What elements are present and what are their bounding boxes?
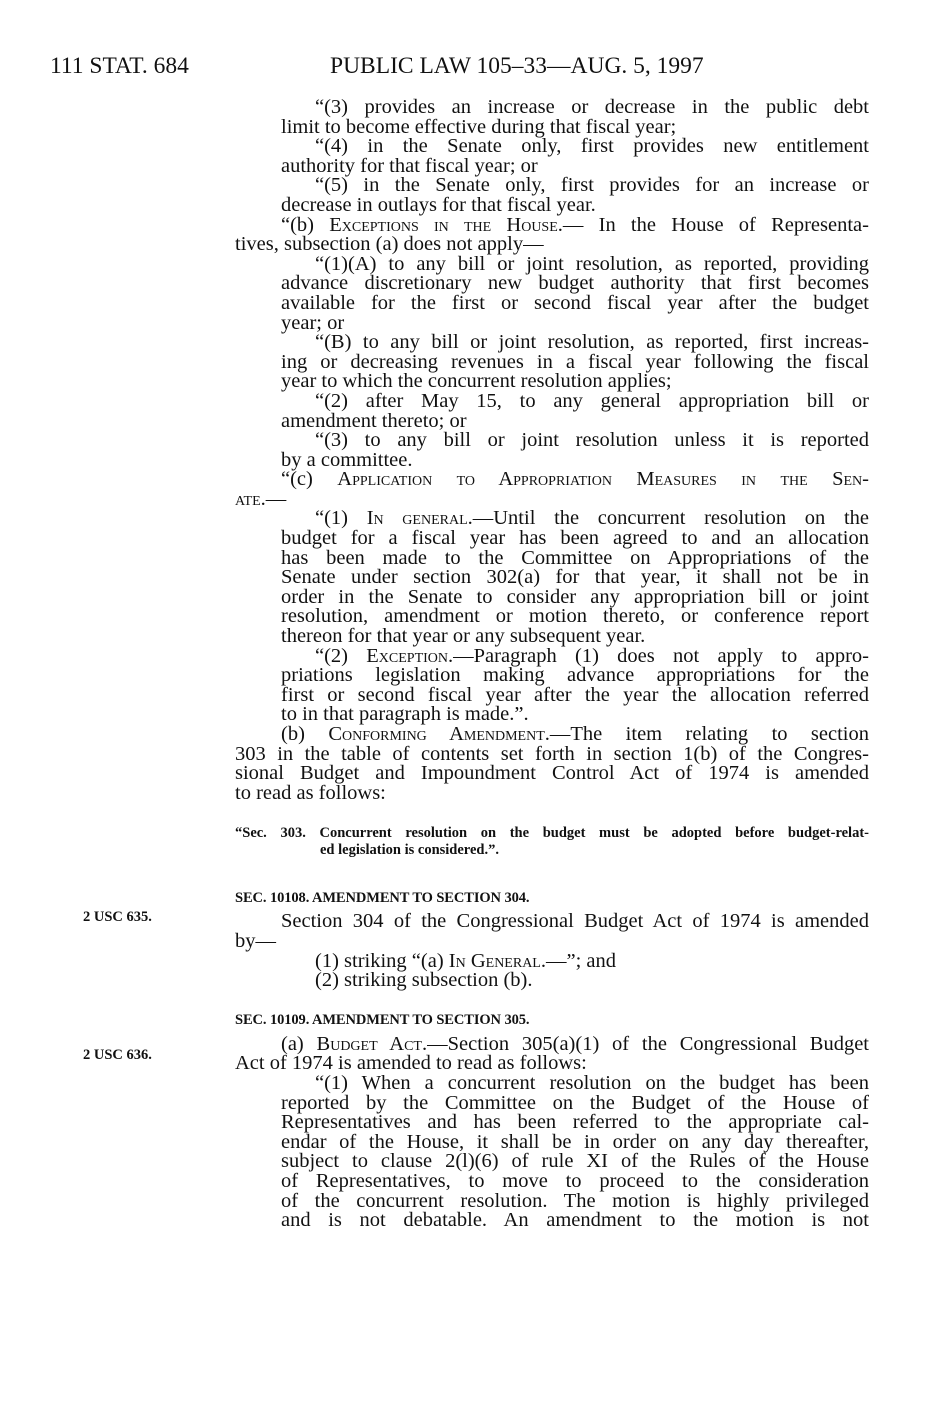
subsection-title: Exceptions in the House.: [329, 213, 563, 236]
text-line: advance discretionary new budget authority that first becomes: [281, 272, 869, 295]
text-run: —: [265, 487, 287, 510]
text-line: “(3) to any bill or joint resolution unless it is reported: [315, 429, 869, 452]
text-line: endar of the House, it shall be in order on any day thereafter,: [281, 1130, 869, 1153]
text-line: ing or decreasing revenues in a fiscal year following the fiscal: [281, 350, 869, 373]
text-line: “(B) to any bill or joint resolution, as reported, first increas-: [315, 331, 869, 354]
paragraph-c2: [235, 644, 869, 726]
text-line: “(1) When a concurrent resolution on the budget has been: [315, 1071, 869, 1094]
text-run: “(c): [281, 468, 338, 491]
section-10109-heading: SEC. 10109. AMENDMENT TO SECTION 305.: [235, 1011, 530, 1028]
text-line: (2) striking subsection (b).: [315, 969, 533, 992]
subsection-title: Conforming Amendment.: [328, 723, 550, 745]
paragraph-title: In general.: [366, 507, 473, 530]
text-line: priations legislation making advance appropriations for the: [281, 664, 869, 687]
text-line: [235, 725, 869, 745]
text-line: budget for a fiscal year has been agreed to and an allocation: [281, 527, 869, 550]
text-line: by a committee.: [281, 448, 413, 471]
text-line: Section 304 of the Congressional Budget Act of 1974 is amended: [281, 910, 869, 933]
text-line: subject to clause 2(l)(6) of rule XI of the Rules of the House: [281, 1150, 869, 1173]
text-line: by—: [235, 929, 276, 952]
spacer: [235, 803, 869, 825]
subsection-title: Budget Act.: [316, 1032, 428, 1055]
text-line: order in the Senate to consider any appropriation bill or joint: [281, 585, 869, 608]
paragraph-5: [235, 176, 869, 215]
text-run: In General.: [448, 949, 546, 972]
text-line: thereon for that year or any subsequent year.: [281, 625, 646, 648]
text-line: to read as follows:: [235, 781, 386, 804]
text-run: —The item relating to section: [549, 723, 869, 745]
text-run: — In the House of Representa-: [562, 213, 869, 236]
text-line: 303 in the table of contents set forth in section 1(b) of the Congres-: [235, 742, 869, 765]
paragraph-title: Exception.: [366, 644, 454, 667]
paragraph-4: [235, 137, 869, 176]
subsection-c-heading: [235, 470, 869, 509]
text-line: first or second fiscal year after the year the allocation referred: [281, 683, 869, 706]
text-line: Representatives and has been referred to the appropriate cal-: [281, 1111, 869, 1134]
text-line: resolution, amendment or motion thereto, or conference report: [281, 605, 869, 628]
toc-entry: [235, 825, 869, 858]
text-line: and is not debatable. An amendment to the motion is not: [281, 1209, 869, 1232]
section-10108-heading: SEC. 10108. AMENDMENT TO SECTION 304.: [235, 890, 530, 907]
quoted-paragraph-1: [235, 1071, 869, 1232]
paragraph-1A: [235, 252, 869, 334]
text-run: “(1): [315, 507, 367, 530]
text-line: to in that paragraph is made.”.: [281, 703, 529, 726]
margin-note-usc-635: 2 USC 635.: [83, 909, 152, 925]
text-run: —Section 305(a)(1) of the Congressional Budget: [427, 1032, 869, 1055]
running-header: PUBLIC LAW 105–33—AUG. 5, 1997: [330, 53, 704, 79]
body-text: [235, 98, 869, 1231]
text-line: Act of 1974 is amended to read as follows:: [235, 1052, 587, 1075]
text-line: has been made to the Committee on Appropriations of the: [281, 546, 869, 569]
text-line: “(5) in the Senate only, first provides for an increase or: [315, 174, 869, 197]
text-line: “(2) after May 15, to any general appropriation bill or: [315, 389, 869, 412]
text-run: “(b): [281, 213, 330, 236]
text-line: of Representatives, to move to proceed to the consideration: [281, 1169, 869, 1192]
text-line: decrease in outlays for that fiscal year.: [281, 193, 596, 216]
text-run: —Paragraph (1) does not apply to appro-: [453, 644, 869, 667]
text-line: sional Budget and Impoundment Control Act of 1974 is amended: [235, 762, 869, 785]
text-line: reported by the Committee on the Budget of the House of: [281, 1091, 869, 1114]
subsection-title: Application to Appropriation Measures in the Sen-: [337, 468, 869, 491]
text-run: (b): [281, 723, 329, 745]
text-line: authority for that fiscal year; or: [281, 154, 538, 177]
text-run: —Until the concurrent resolution on the: [472, 507, 869, 530]
text-line: ed legislation is considered.”.: [320, 841, 499, 858]
text-line: available for the first or second fiscal year after the budget: [281, 291, 869, 314]
text-line: year; or: [281, 311, 345, 334]
text-line: “(4) in the Senate only, first provides new entitlement: [315, 135, 869, 158]
subsection-title: ate.: [235, 487, 266, 510]
text-line: Senate under section 302(a) for that year, it shall not be in: [281, 566, 869, 589]
spacer: [235, 858, 869, 889]
spacer: [235, 991, 869, 1011]
text-run: —”; and: [546, 949, 617, 972]
text-line: “(1)(A) to any bill or joint resolution, as reported, providing: [315, 252, 869, 275]
margin-note-usc-636: 2 USC 636.: [83, 1047, 152, 1063]
text-line: tives, subsection (a) does not apply—: [235, 233, 544, 256]
conforming-amendment: [235, 725, 869, 803]
text-line: year to which the concurrent resolution applies;: [281, 370, 672, 393]
text-line: “Sec. 303. Concurrent resolution on the budget must be adopted before budget-relat-: [235, 825, 869, 842]
text-line: “(3) provides an increase or decrease in the public debt: [315, 96, 869, 118]
page-stat-citation: 111 STAT. 684: [50, 53, 189, 79]
text-run: (a): [281, 1032, 317, 1055]
paragraph-2: [235, 389, 869, 432]
text-line: [235, 470, 869, 490]
subsection-b-heading: [235, 213, 869, 256]
text-run: (1) striking “(a): [315, 949, 449, 972]
section-10109-text: [235, 1032, 869, 1075]
text-line: limit to become effective during that fiscal year;: [281, 115, 677, 138]
text-run: “(2): [315, 644, 367, 667]
paragraph-c1: [235, 509, 869, 646]
paragraph-B: [235, 333, 869, 392]
section-10108-text: [235, 912, 869, 990]
text-line: amendment thereto; or: [281, 409, 467, 432]
paragraph-3: [235, 98, 869, 137]
paragraph-3b: [235, 431, 869, 470]
text-line: of the concurrent resolution. The motion is highly privileged: [281, 1189, 869, 1212]
